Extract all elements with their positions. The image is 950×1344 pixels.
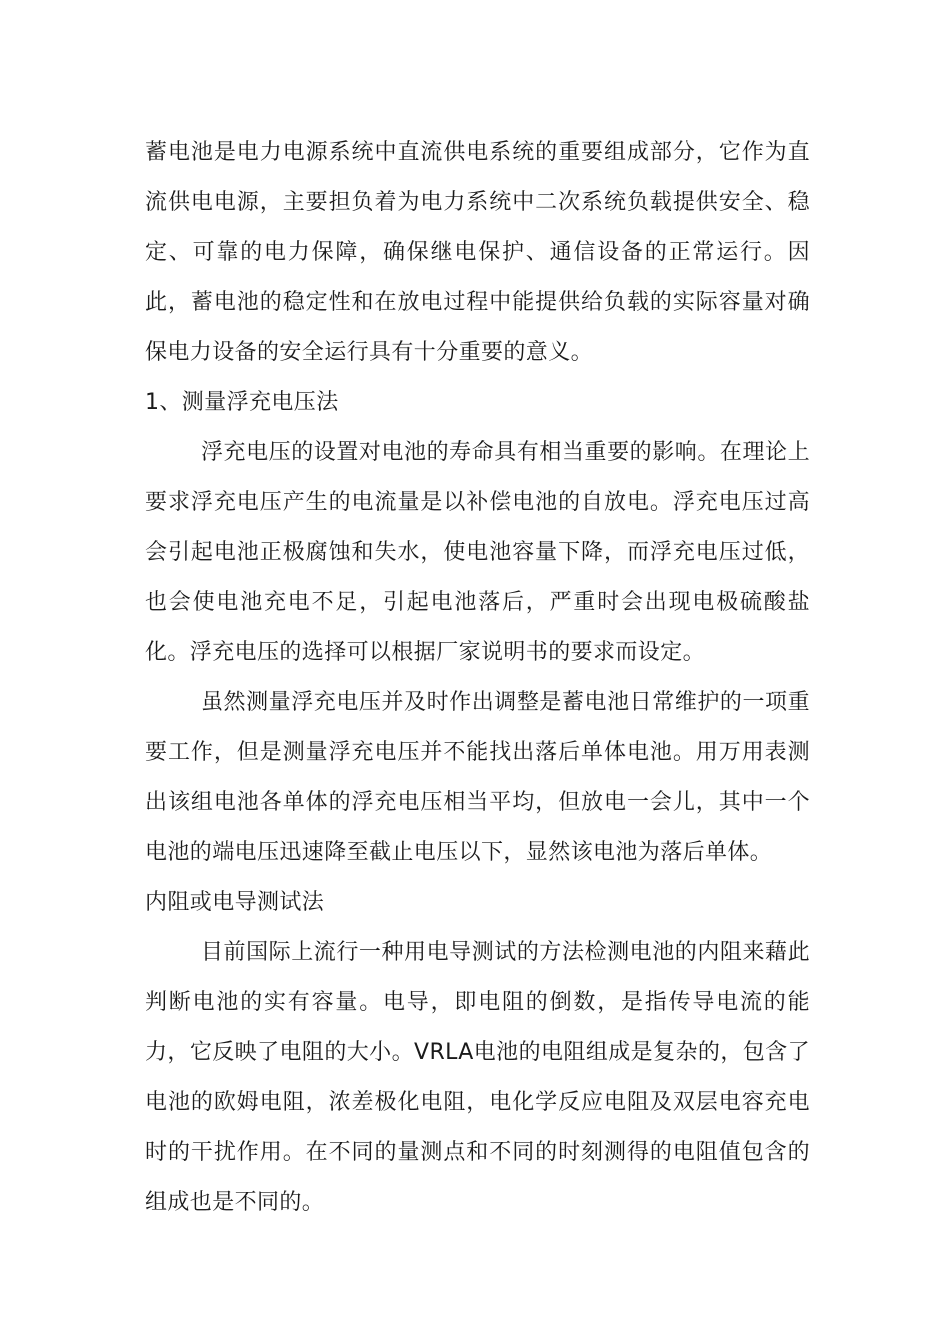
- section-1-paragraph-1: 浮充电压的设置对电池的寿命具有相当重要的影响。在理论上要求浮充电压产生的电流量是以补偿电池的自放电。浮充电压过高会引起电池正极腐蚀和失水，使电池容量下降，而浮充电压过低，也会使电池充电不足，引起电池落后，严重时会出现电极硫酸盐化。浮充电压的选择可以根据厂家说明书的要求而设定。: [145, 440, 810, 665]
- intro-paragraph: 蓄电池是电力电源系统中直流供电系统的重要组成部分，它作为直流供电电源，主要担负着为电力系统中二次系统负载提供安全、稳定、可靠的电力保障，确保继电保护、通信设备的正常运行。因此，蓄电池的稳定性和在放电过程中能提供给负载的实际容量对确保电力设备的安全运行具有十分重要的意义。: [145, 140, 810, 365]
- section-1-heading: 1、测量浮充电压法: [145, 390, 339, 415]
- section-1-paragraph-2: 虽然测量浮充电压并及时作出调整是蓄电池日常维护的一项重要工作，但是测量浮充电压并不能找出落后单体电池。用万用表测出该组电池各单体的浮充电压相当平均，但放电一会儿，其中一个电池的端电压迅速降至截止电压以下，显然该电池为落后单体。: [145, 690, 810, 865]
- section-2-heading: 内阻或电导测试法: [145, 890, 325, 915]
- document-body: [145, 128, 810, 1228]
- section-2-paragraph-1: 目前国际上流行一种用电导测试的方法检测电池的内阻来藉此判断电池的实有容量。电导，即电阻的倒数，是指传导电流的能力，它反映了电阻的大小。VRLA电池的电阻组成是复杂的，包含了电池的欧姆电阻，浓差极化电阻，电化学反应电阻及双层电容充电时的干扰作用。在不同的量测点和不同的时刻测得的电阻值包含的组成也是不同的。: [145, 940, 810, 1215]
